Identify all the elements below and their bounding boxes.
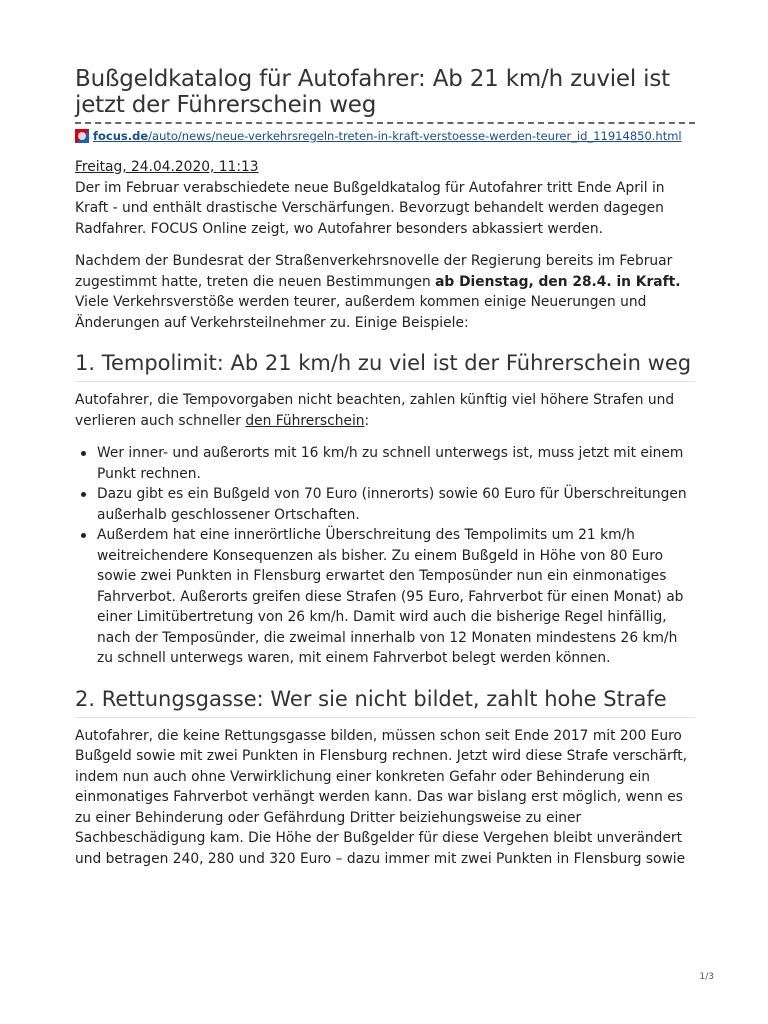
section-2-paragraph: Autofahrer, die keine Rettungsgasse bilden, müssen schon seit Ende 2017 mit 200 Euro Bußgeld sowie mit zwei Punkten in Flensburg rechnen. Jetzt wird diese Strafe verschärft, indem nun auch ohne Verwirklichung einer konkreten Gefahr oder Behinderung ein einmonatiges Fahrverbot verhängt werden kann. Das war bislang erst möglich, wenn es zu einer Behinderung oder Gefährdung Dritter beiziehungsweise zu einer Sachbeschädigung kam. Die Höhe der Bußgelder für diese Vergehen bleibt unverändert und betragen 240, 280 und 320 Euro – dazu immer mit zwei Punkten in Flensburg sowie (75, 727, 688, 867)
paragraph-2-start: Nachdem der Bundesrat der Straßenverkehrsnovelle der Regierung bereits im Februar zugestimmt hatte, treten die neuen Bestimmungen (75, 253, 673, 290)
article-date: Freitag, 24.04.2020, 11:13 (75, 159, 259, 175)
page-number: 1/3 (699, 972, 714, 982)
section-1-text-end: : (364, 412, 370, 429)
source-path-link[interactable]: /auto/news/neue-verkehrsregeln-treten-in-kraft-verstoesse-werden-teurer_id_11914850.html (148, 129, 682, 143)
paragraph-2-bold: ab Dienstag, den 28.4. in Kraft. (435, 273, 681, 290)
fuehrerschein-link[interactable]: den Führerschein (245, 412, 365, 429)
list-item: Wer inner- und außerorts mit 16 km/h zu schnell unterwegs ist, muss jetzt mit einem Punkt rechnen. (97, 443, 695, 484)
document-page (75, 66, 695, 869)
section-1-heading: 1. Tempolimit: Ab 21 km/h zu viel ist der Führerschein weg (75, 349, 695, 382)
paragraph-2-end: Viele Verkehrsverstöße werden teurer, außerdem kommen einige Neuerungen und Änderungen auf Verkehrsteilnehmer zu. Einige Beispiele: (75, 294, 647, 331)
section-2-heading: 2. Rettungsgasse: Wer sie nicht bildet, zahlt hohe Strafe (75, 685, 695, 718)
source-line (75, 127, 695, 145)
list-item: Dazu gibt es ein Bußgeld von 70 Euro (innerorts) sowie 60 Euro für Überschreitungen außerhalb geschlossener Ortschaften. (97, 484, 695, 525)
list-item: Außerdem hat eine innerörtliche Überschreitung des Tempolimits um 21 km/h weitreichendere Konsequenzen als bisher. Zu einem Bußgeld in Höhe von 80 Euro sowie zwei Punkten in Flensburg erwartet den Temposünder nun ein einmonatiges Fahrverbot. Außerorts greifen diese Strafen (95 Euro, Fahrverbot für einen Monat) ab einer Limitübertretung von 26 km/h. Damit wird auch die bisherige Regel hinfällig, nach der Temposünder, die zweimal innerhalb von 12 Monaten mindestens 26 km/h zu schnell unterwegs waren, mit einem Fahrverbot belegt werden können. (97, 525, 695, 669)
title-divider (75, 122, 695, 124)
section-1-bullet-list (75, 443, 695, 669)
section-1-text-start: Autofahrer, die Tempovorgaben nicht beachten, zahlen künftig viel höhere Strafen und verlieren auch schneller (75, 392, 675, 429)
article-title: Bußgeldkatalog für Autofahrer: Ab 21 km/h zuviel ist jetzt der Führerschein weg (75, 66, 670, 118)
intro-paragraph: Der im Februar verabschiedete neue Bußgeldkatalog für Autofahrer tritt Ende April in Kraft - und enthält drastische Verschärfungen. Bevorzugt behandelt werden dagegen Radfahrer. FOCUS Online zeigt, wo Autofahrer besonders abkassiert werden. (75, 179, 665, 237)
paragraph-2 (75, 251, 695, 333)
section-1-intro (75, 390, 695, 431)
source-domain-link[interactable]: focus.de (93, 129, 149, 143)
focus-logo-icon (75, 129, 89, 143)
